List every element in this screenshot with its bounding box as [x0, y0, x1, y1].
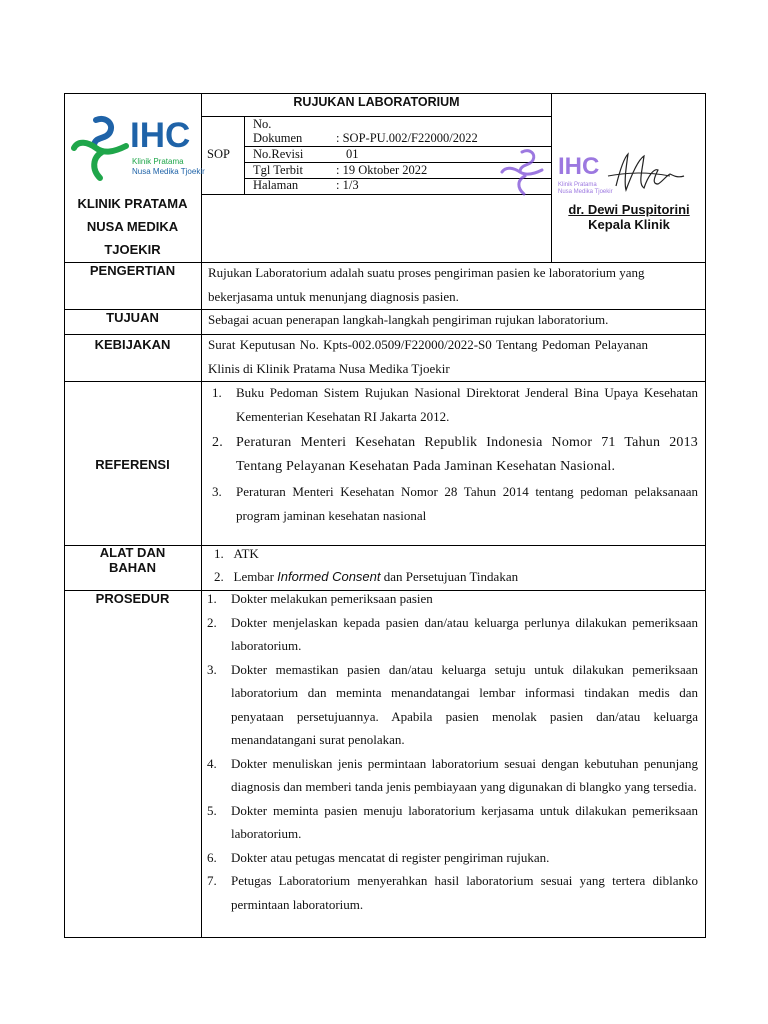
list-text: ATK [233, 546, 259, 561]
clinic-logo [70, 114, 205, 186]
list-item [207, 752, 698, 799]
list-text-post: dan Persetujuan Tindakan [380, 569, 519, 584]
list-item [214, 542, 518, 565]
referensi-list [212, 381, 698, 527]
list-number: 2. [212, 435, 223, 450]
label-pengertian: PENGERTIAN [89, 263, 176, 278]
label-prosedur: PROSEDUR [95, 591, 170, 606]
field-value-halaman: : 1/3 [336, 178, 359, 192]
list-text: Petugas Laboratorium menyerahkan hasil laboratorium sesuai yang tertera diblanko permintaan laboratorium. [231, 873, 698, 912]
logo-text: IHC [130, 116, 191, 155]
cross-logo-icon [70, 114, 130, 184]
list-number: 3. [207, 661, 217, 677]
list-text: Dokter menuliskan jenis permintaan laboratorium sesuai dengan kebutuhan penunjang diagnosis dan memberi tanda jenis pembiayaan yang digunakan di blangko yang tersedia. [231, 755, 698, 794]
field-value-tgl: : 19 Oktober 2022 [336, 163, 428, 177]
signer-name: dr. Dewi Puspitorini [568, 202, 690, 217]
list-text: Dokter meminta pasien menuju laboratorium kerjasama untuk dilakukan pemeriksaan laboratorium. [231, 802, 698, 841]
signer-title: Kepala Klinik [588, 217, 670, 232]
list-item [212, 480, 698, 527]
list-number: 1. [207, 591, 217, 606]
field-value-revisi: 01 [346, 147, 359, 161]
field-label-dokumen: Dokumen [253, 131, 303, 145]
label-tujuan: TUJUAN [106, 310, 159, 325]
list-text-em: Informed Consent [277, 569, 381, 584]
field-value-dokumen: : SOP-PU.002/F22000/2022 [336, 131, 478, 145]
list-number: 5. [207, 802, 217, 818]
clinic-name-line: KLINIK PRATAMA [77, 196, 188, 211]
list-item [207, 611, 698, 658]
logo-subtitle-2: Nusa Medika Tjoekir [132, 167, 205, 176]
sop-divider [244, 116, 245, 194]
prosedur-list [207, 587, 698, 916]
list-text: Peraturan Menteri Kesehatan Republik Indonesia Nomor 71 Tahun 2013 Tentang Pelayanan Kesehatan Pada Jaminan Kesehatan Nasional. [236, 435, 698, 474]
clinic-name-line: NUSA MEDIKA [86, 219, 179, 234]
label-alat-bahan [66, 545, 199, 575]
list-number: 3. [212, 484, 222, 499]
list-text: Dokter atau petugas mencatat di register pengiriman rujukan. [231, 849, 550, 865]
label-referensi: REFERENSI [95, 457, 170, 472]
list-text-pre: Lembar [233, 569, 278, 584]
text-tujuan: Sebagai acuan penerapan langkah-langkah pengiriman rujukan laboratorium. [208, 312, 609, 327]
list-item [207, 587, 698, 611]
list-text: Dokter menjelaskan kepada pasien dan/atau keluarga perlunya dilakukan pemeriksaan laboratorium. [231, 614, 698, 653]
document-title: RUJUKAN LABORATORIUM [293, 95, 460, 109]
list-number: 4. [207, 755, 217, 771]
column-divider [201, 93, 202, 938]
svg-text:IHC: IHC [558, 153, 600, 180]
list-number: 7. [207, 873, 217, 888]
alat-list [214, 542, 518, 588]
list-number: 2. [214, 569, 224, 584]
list-text: Dokter melakukan pemeriksaan pasien [231, 591, 433, 606]
list-item [212, 381, 698, 428]
list-item [207, 799, 698, 846]
svg-text:Klinik Pratama: Klinik Pratama [558, 182, 597, 188]
sop-label: SOP [207, 147, 230, 161]
list-item [214, 565, 518, 588]
clinic-name-line: TJOEKIR [104, 242, 161, 257]
list-number: 2. [207, 614, 217, 630]
logo-subtitle-1: Klinik Pratama [132, 157, 184, 166]
field-label-halaman: Halaman [253, 178, 299, 192]
field-label-revisi: No.Revisi [253, 147, 304, 161]
list-item [212, 431, 698, 478]
list-text: Buku Pedoman Sistem Rujukan Nasional Direktorat Jenderal Bina Upaya Kesehatan Kementerian Kesehatan RI Jakarta 2012. [236, 385, 698, 424]
list-text: Dokter memastikan pasien dan/atau keluarga setuju untuk dilakukan pemeriksaan laboratorium dan meminta menandatangai lembar informasi tindakan medis dan penyataan persetujuannya. Apabila pasien menolak pasien dan/atau keluarga menandatangani surat penolakan. [231, 661, 698, 747]
clinic-name [66, 192, 199, 261]
text-kebijakan: Surat Keputusan No. Kpts-002.0509/F22000/2022-S0 Tentang Pedoman Pelayanan Klinis di Klinik Pratama Nusa Medika Tjoekir [208, 337, 648, 376]
list-number: 6. [207, 849, 217, 865]
label-kebijakan: KEBIJAKAN [94, 337, 171, 352]
list-number: 1. [214, 546, 224, 561]
text-pengertian: Rujukan Laboratorium adalah suatu proses pengiriman pasien ke laboratorium yang bekerjasama untuk menunjang diagnosis pasien. [208, 265, 645, 304]
list-text: Peraturan Menteri Kesehatan Nomor 28 Tahun 2014 tentang pedoman pelaksanaan program jaminan kesehatan nasional [236, 484, 698, 523]
label-alat-line: ALAT DAN [99, 545, 166, 560]
list-item [207, 658, 698, 752]
stamp-signature-icon [498, 146, 698, 206]
list-number: 1. [212, 385, 222, 400]
list-item [207, 846, 698, 870]
svg-text:Nusa Medika Tjoekir: Nusa Medika Tjoekir [558, 189, 613, 195]
label-bahan-line: BAHAN [109, 560, 156, 575]
list-item [207, 869, 698, 916]
field-label-no: No. [253, 117, 272, 131]
field-label-tgl: Tgl Terbit [253, 163, 303, 177]
